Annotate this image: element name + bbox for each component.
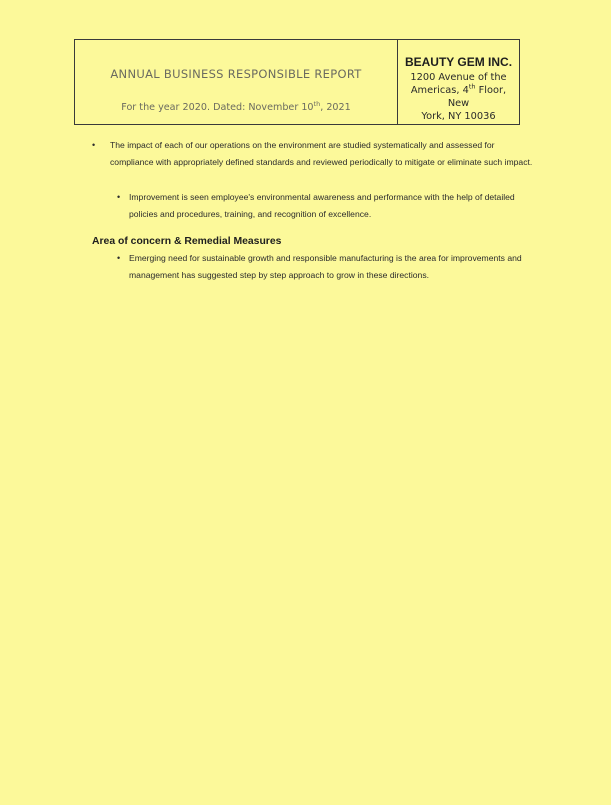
bullet-environment-impact: The impact of each of our operations on the environment are studied systematically and assessed for compliance with appropriately defined standards and reviewed periodically to mitigate or eliminate such impact. — [110, 140, 533, 167]
report-title-cell — [75, 40, 398, 124]
report-title: ANNUAL BUSINESS RESPONSIBLE REPORT — [110, 67, 362, 81]
report-date-prefix: For the year 2020. Dated: November 10 — [121, 102, 314, 114]
company-name: BEAUTY GEM INC. — [404, 55, 513, 69]
company-info-cell — [398, 40, 519, 124]
section-heading-area-of-concern: Area of concern & Remedial Measures — [92, 236, 282, 247]
bullet-marker: • — [92, 140, 96, 150]
address-line-3: York, NY 10036 — [421, 111, 496, 122]
address-line-1: 1200 Avenue of the — [410, 72, 507, 83]
sub-bullet-marker: • — [117, 192, 121, 202]
report-header-box — [74, 39, 520, 125]
report-date-suffix: , 2021 — [320, 102, 351, 114]
sub-bullet-employee-awareness: Improvement is seen employee's environmental awareness and performance with the help of detailed policies and procedures, training, and recognition of excellence. — [129, 192, 515, 219]
address-line-2-suffix: Floor, New — [447, 85, 507, 109]
company-address — [404, 71, 513, 123]
report-date-line — [75, 100, 397, 113]
address-floor-ordinal: th — [468, 82, 476, 91]
address-line-2-prefix: Americas, 4 — [410, 85, 469, 96]
sub-bullet-sustainable-growth: Emerging need for sustainable growth and responsible manufacturing is the area for improvements and management has suggested step by step approach to grow in these directions. — [129, 253, 522, 280]
report-date-ordinal: th — [313, 100, 321, 108]
sub-bullet-marker: • — [117, 253, 121, 263]
